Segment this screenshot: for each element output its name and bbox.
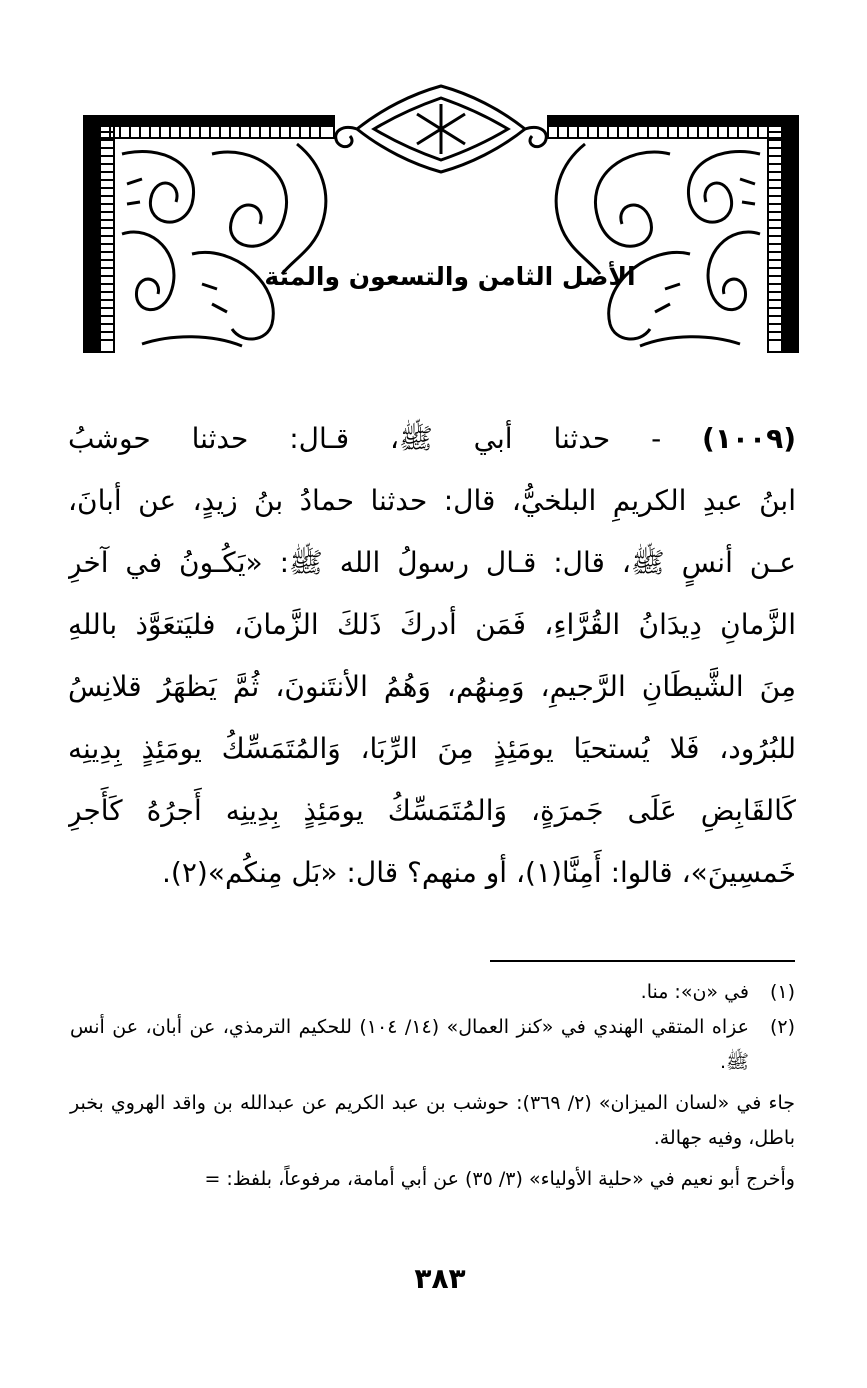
text-line: كَالقَابِضِ عَلَى جَمرَةٍ، وَالمُتَمَسِّكُ يومَئِذٍ بِدِينِه أَجرُهُ كَأَجرِ <box>68 794 796 827</box>
footnote-number: (١) <box>769 981 795 1003</box>
hadith-number: (١٠٠٩) <box>702 422 796 455</box>
text-line-content: - حدثنا أبي ﷺ، قـال: حدثنا حوشبُ <box>68 422 662 455</box>
footnote-text: عزاه المتقي الهندي في «كنز العمال» (١٤/ ١٠٤) للحكيم الترمذي، عن أبان، عن أنس ﷺ. <box>70 1016 749 1073</box>
text-line: مِنَ الشَّيطَانِ الرَّجيمِ، وَمِنهُم، وَهُمُ الأنتَنونَ، ثُمَّ يَظهَرُ قلانِسُ <box>68 670 796 703</box>
footnote-number: (٢) <box>769 1016 795 1038</box>
footnote-paragraph: جاء في «لسان الميزان» (٢/ ٣٦٩): حوشب بن عبد الكريم عن عبدالله بن واقد الهروي بخبر باطل، وفيه جهالة. <box>70 1092 795 1149</box>
page-number: ٣٨٣ <box>414 1262 466 1295</box>
text-line: خَمسِينَ»، قالوا: أَمِنَّا(١)، أو منهم؟ قال: «بَل مِنكُم»(٢). <box>162 856 796 889</box>
footnote <box>70 1010 795 1080</box>
hadith-text <box>68 408 796 904</box>
footnotes <box>70 975 795 1197</box>
text-line: للبُرُود، فَلا يُستحيَا يومَئِذٍ مِنَ الرِّبَا، وَالمُتَمَسِّكُ يومَئِذٍ بِدِينِه <box>68 732 796 765</box>
footnote-paragraph: وأخرج أبو نعيم في «حلية الأولياء» (٣/ ٣٥) عن أبي أمامة، مرفوعاً، بلفظ: = <box>204 1168 795 1190</box>
footnote <box>70 975 795 1010</box>
text-line: ابنُ عبدِ الكريمِ البلخيُّ، قال: حدثنا حمادُ بنُ زيدٍ، عن أبانَ، <box>68 484 796 517</box>
footnote-divider <box>490 960 795 962</box>
text-line: الزَّمانِ دِيدَانُ القُرَّاءِ، فَمَن أدركَ ذَلكَ الزَّمانَ، فليَتعَوَّذ باللهِ <box>68 608 796 641</box>
text-line: عـن أنسٍ ﷺ، قال: قـال رسولُ الله ﷺ: «يَكُـونُ في آخرِ <box>68 546 796 579</box>
footnote-text: في «ن»: منا. <box>640 981 749 1003</box>
text-line <box>68 408 796 470</box>
ornamental-header-frame <box>82 84 800 354</box>
chapter-title: الأصل الثامن والتسعون والمئة <box>264 261 636 291</box>
